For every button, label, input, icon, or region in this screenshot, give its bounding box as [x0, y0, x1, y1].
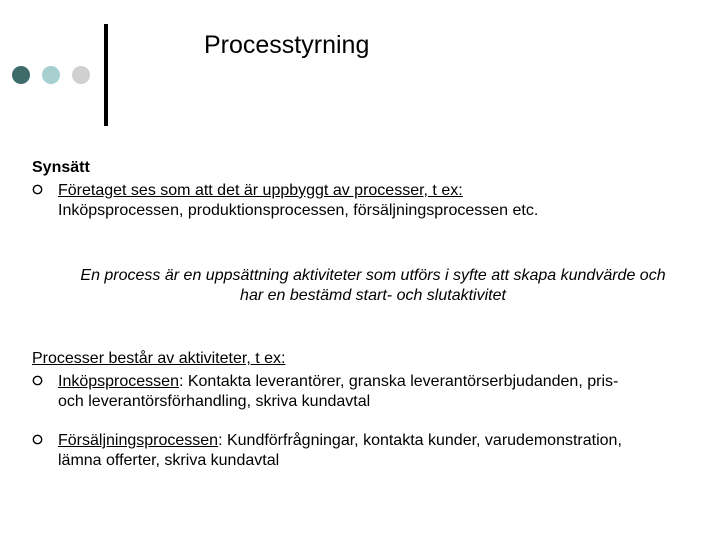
- decor-dot-light: [42, 66, 60, 84]
- quote-line: har en bestämd start- och slutaktivitet: [240, 287, 506, 304]
- slide-title: Processtyrning: [204, 31, 370, 59]
- ring-bullet-icon: [32, 184, 43, 195]
- quote-line: En process är en uppsättning aktiviteter som utförs i syfte att skapa kundvärde och: [80, 267, 666, 284]
- bullet-line: lämna offerter, skriva kundavtal: [58, 452, 280, 469]
- bullet-term: Försäljningsprocessen: [58, 432, 219, 449]
- ring-bullet-icon: [32, 434, 43, 445]
- bullet-text: : Kontakta leverantörer, granska leverantörserbjudanden, pris-: [178, 373, 619, 390]
- title-divider: [104, 24, 108, 126]
- bullet-term: Inköpsprocessen: [58, 373, 179, 390]
- bullet-item-inkop: [32, 372, 712, 412]
- bullet-item-forsaljning: [32, 431, 712, 471]
- bullet-line: Inköpsprocessen, produktionsprocessen, försäljningsprocessen etc.: [58, 202, 539, 219]
- bullet-line: och leverantörsförhandling, skriva kundavtal: [58, 393, 371, 410]
- definition-quote: [30, 266, 716, 306]
- decor-dot-gray: [72, 66, 90, 84]
- section-heading-processer: Processer består av aktiviteter, t ex:: [32, 350, 286, 367]
- bullet-line: Företaget ses som att det är uppbyggt av processer, t ex:: [58, 182, 463, 199]
- decor-dot-dark: [12, 66, 30, 84]
- bullet-text: : Kundförfrågningar, kontakta kunder, varudemonstration,: [218, 432, 622, 449]
- section-heading-synsatt: Synsätt: [32, 159, 90, 176]
- ring-bullet-icon: [32, 375, 43, 386]
- bullet-item-synsatt: [32, 181, 712, 221]
